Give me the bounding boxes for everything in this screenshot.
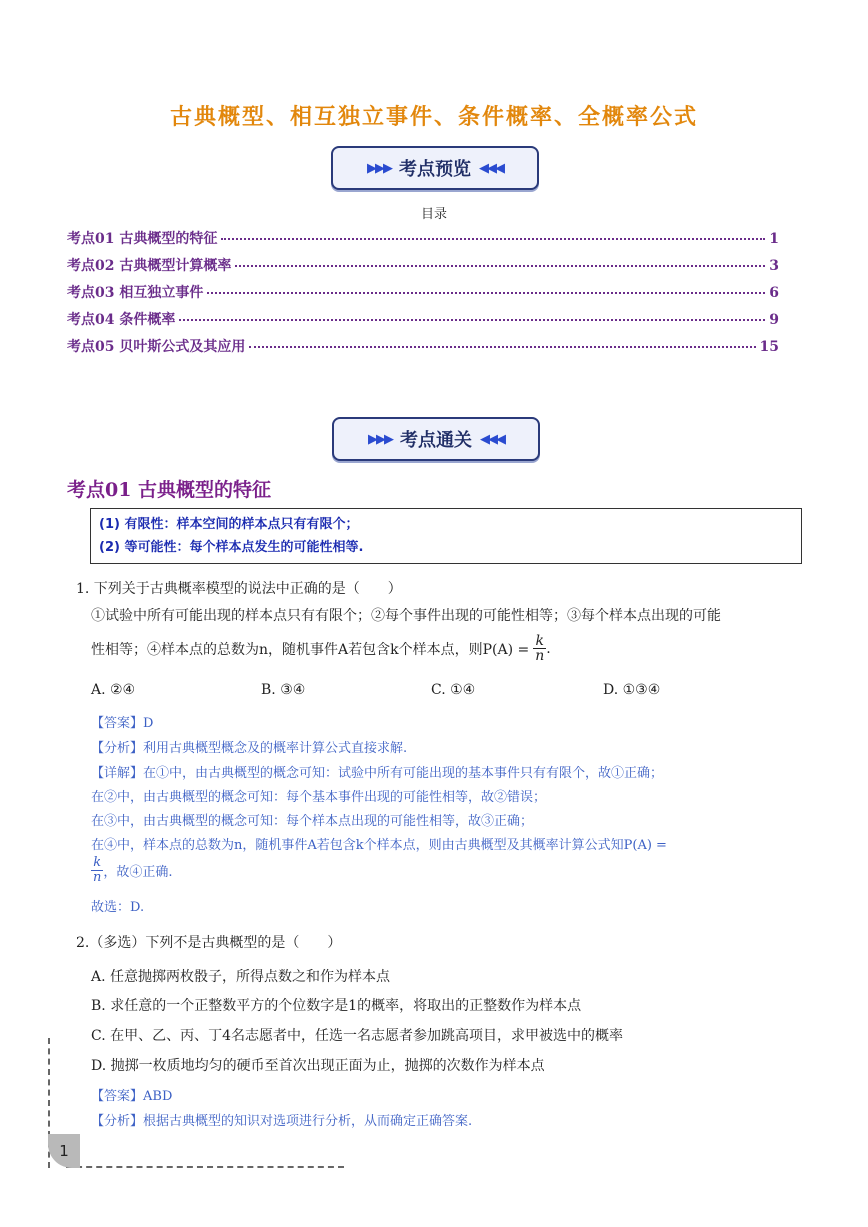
analysis: 【分析】根据古典概型的知识对选项进行分析，从而确定正确答案. xyxy=(91,1114,473,1129)
detail-line xyxy=(91,856,173,885)
toc-item-page: 3 xyxy=(769,258,779,274)
detail-text: ，故④正确. xyxy=(103,865,173,880)
detail-line: 在④中，样本点的总数为n，随机事件A若包含k个样本点，则由古典概型及其概率计算公式知P(A) = xyxy=(91,838,667,853)
toc-item[interactable] xyxy=(67,282,779,302)
toc-item-label: 考点02 古典概型计算概率 xyxy=(67,258,232,274)
toc-item-page: 1 xyxy=(769,231,779,247)
banner-label: 考点通关 xyxy=(400,430,472,451)
fraction-numerator: k xyxy=(533,634,546,649)
fraction xyxy=(533,634,546,663)
key-point: (1) 有限性：样本空间的样本点只有有限个； xyxy=(99,517,359,532)
detail-line: 在③中，由古典概型的概念可知：每个样本点出现的可能性相等，故③正确； xyxy=(91,814,534,829)
fraction xyxy=(91,856,103,885)
toc-leader xyxy=(207,292,765,294)
toc-item[interactable] xyxy=(67,336,779,356)
banner-label: 考点预览 xyxy=(399,159,471,180)
toc-item-label: 考点04 条件概率 xyxy=(67,312,176,328)
key-point: (2) 等可能性：每个样本点发生的可能性相等. xyxy=(99,540,364,555)
toc-item-label: 考点03 相互独立事件 xyxy=(67,285,204,301)
toc-item-label: 考点01 古典概型的特征 xyxy=(67,231,218,247)
question-text: ①试验中所有可能出现的样本点只有有限个；②每个事件出现的可能性相等；③每个样本点出现的可能 xyxy=(91,608,721,624)
detail-line: 【详解】在①中，由古典概型的概念可知：试验中所有可能出现的基本事件只有有限个，故①正确； xyxy=(91,766,664,781)
toc-item-page: 6 xyxy=(769,285,779,301)
preview-banner xyxy=(331,146,539,190)
right-arrows-icon: ▶▶▶ xyxy=(368,431,392,447)
toc-item-label: 考点05 贝叶斯公式及其应用 xyxy=(67,339,246,355)
left-arrows-icon: ◀◀◀ xyxy=(480,431,504,447)
right-arrows-icon: ▶▶▶ xyxy=(367,160,391,176)
fraction-denominator: n xyxy=(535,648,545,664)
toc-item-page: 9 xyxy=(769,312,779,328)
practice-banner xyxy=(332,417,540,461)
fraction-numerator: k xyxy=(91,856,103,871)
answer: 【答案】D xyxy=(91,716,154,731)
option-c: C. ①④ xyxy=(431,682,476,698)
question-text: 性相等；④样本点的总数为n，随机事件A若包含k个样本点，则P(A) = $\frac{k}{n}$ . xyxy=(91,633,551,664)
option-a: A. 任意抛掷两枚骰子，所得点数之和作为样本点 xyxy=(91,969,391,985)
analysis: 【分析】利用古典概型概念及的概率计算公式直接求解. xyxy=(91,741,408,756)
section-title: 考点01 古典概型的特征 xyxy=(67,479,272,501)
option-b: B. ③④ xyxy=(261,682,306,698)
option-b: B. 求任意的一个正整数平方的个位数字是1的概率，将取出的正整数作为样本点 xyxy=(91,998,582,1014)
page-number: 1 xyxy=(48,1134,80,1168)
toc-leader xyxy=(221,238,765,240)
toc-item[interactable] xyxy=(67,228,779,248)
page-border-bottom xyxy=(66,1166,344,1168)
answer: 【答案】ABD xyxy=(91,1089,173,1104)
toc-item[interactable] xyxy=(67,309,779,329)
fraction-denominator: n xyxy=(93,870,102,885)
toc-leader xyxy=(179,319,765,321)
page-title: 古典概型、相互独立事件、条件概率、全概率公式 xyxy=(169,104,698,130)
toc-item-page: 15 xyxy=(759,339,779,355)
detail-line: 在②中，由古典概型的概念可知：每个基本事件出现的可能性相等，故②错误； xyxy=(91,790,547,805)
toc-leader xyxy=(235,265,765,267)
toc-item[interactable] xyxy=(67,255,779,275)
option-c: C. 在甲、乙、丙、丁4名志愿者中，任选一名志愿者参加跳高项目，求甲被选中的概率 xyxy=(91,1028,624,1044)
toc-leader xyxy=(249,346,755,348)
option-d: D. 抛掷一枚质地均匀的硬币至首次出现正面为止，抛掷的次数作为样本点 xyxy=(91,1058,545,1074)
option-d: D. ①③④ xyxy=(603,682,661,698)
left-arrows-icon: ◀◀◀ xyxy=(479,160,503,176)
key-points-box xyxy=(90,508,802,564)
question-text-line: 性相等；④样本点的总数为n，随机事件A若包含k个样本点，则P(A) = xyxy=(91,641,530,658)
toc-heading: 目录 xyxy=(420,207,447,222)
choose-line: 故选：D. xyxy=(91,900,145,915)
option-a: A. ②④ xyxy=(91,682,136,698)
question-stem: 2.（多选）下列不是古典概型的是（ ） xyxy=(76,935,342,951)
question-stem: 1. 下列关于古典概率模型的说法中正确的是（ ） xyxy=(76,581,402,597)
